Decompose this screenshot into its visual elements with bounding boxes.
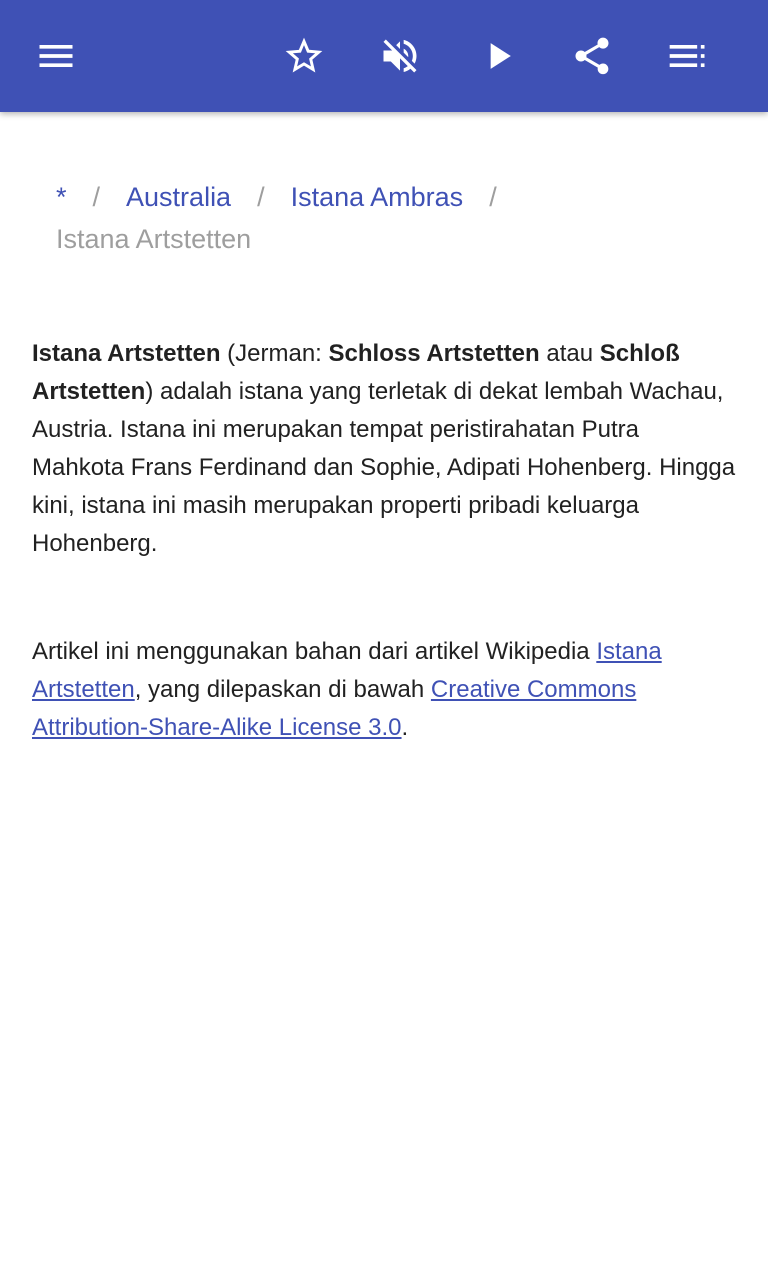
attribution-paragraph [32,633,736,747]
mute-button[interactable] [372,28,428,84]
app-bar [0,0,768,112]
article-paragraph [32,335,736,563]
breadcrumb-item-istana-ambras[interactable]: Istana Ambras [290,182,464,212]
volume-off-icon [378,34,422,78]
play-button[interactable] [470,28,526,84]
article-body [32,335,736,747]
wikipedia-article-link[interactable]: Istana Artstetten [32,638,662,703]
article-term: Schloß Artstetten [32,340,680,405]
breadcrumb-item-australia[interactable]: Australia [126,182,232,212]
menu-button[interactable] [28,28,84,84]
play-icon [476,34,520,78]
star-outline-icon [282,34,326,78]
breadcrumb-separator: / [489,182,497,212]
breadcrumb-separator: / [92,182,101,212]
attribution-text: . [401,714,409,741]
article-text: (Jerman: [220,340,329,367]
breadcrumb-current: Istana Artstetten [56,224,252,254]
playlist-icon [666,34,710,78]
breadcrumb-item-root[interactable]: * [56,182,67,212]
article-text: ) adalah istana yang terletak di dekat lembah Wachau, Austria. Istana ini merupakan tempat peristirahatan Putra Mahkota Frans Ferdinand dan Sophie, Adipati Hohenberg. Hingga kini, istana ini masih merupakan properti pribadi keluarga Hohenberg. [32,378,736,557]
playlist-button[interactable] [660,28,716,84]
article-text: atau [539,340,600,367]
menu-icon [34,34,78,78]
article-term: Schloss Artstetten [328,340,540,367]
breadcrumb [56,176,736,260]
favorite-button[interactable] [276,28,332,84]
breadcrumb-separator: / [257,182,265,212]
license-link[interactable]: Creative Commons Attribution-Share-Alike License 3.0 [32,676,637,741]
share-icon [570,34,614,78]
article-term: Istana Artstetten [32,340,221,367]
attribution-text: Artikel ini menggunakan bahan dari artikel Wikipedia [32,638,597,665]
attribution-text: , yang dilepaskan di bawah [134,676,431,703]
share-button[interactable] [564,28,620,84]
